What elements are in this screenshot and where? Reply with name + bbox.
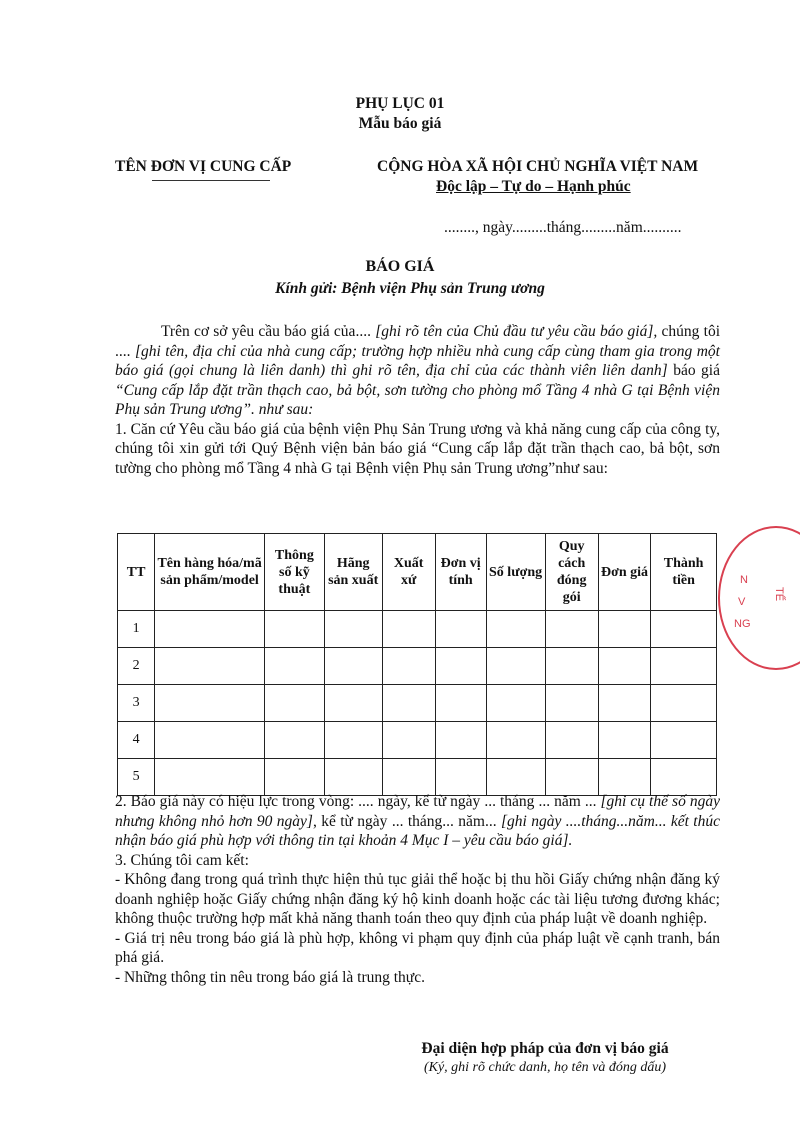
quote-table	[117, 533, 717, 796]
cell	[598, 722, 651, 759]
table-row	[118, 759, 717, 796]
row-number: 4	[118, 722, 155, 759]
intro-text: báo giá	[667, 362, 720, 379]
cell	[324, 648, 382, 685]
validity-text: , kể từ ngày ... tháng... năm...	[312, 812, 501, 830]
cell	[651, 648, 717, 685]
motto: Độc lập – Tự do – Hạnh phúc	[436, 178, 631, 195]
cell	[382, 611, 435, 648]
intro-note: [ghi tên, địa chỉ của nhà cung cấp; trường hợp nhiều nhà cung cấp cùng tham gia trong một báo giá (gọi chung là liên danh) thì ghi rõ tên, địa chỉ của các thành viên liên danh]	[115, 342, 720, 379]
cell	[382, 648, 435, 685]
table-row	[118, 685, 717, 722]
col-manufacturer: Hãng sản xuất	[324, 534, 382, 611]
cell	[155, 685, 265, 722]
col-amount: Thành tiền	[651, 534, 717, 611]
stamp-text: TẾ	[773, 586, 786, 602]
recipient: Kính gửi: Bệnh viện Phụ sản Trung ương	[275, 280, 545, 297]
cell	[598, 648, 651, 685]
cell	[598, 685, 651, 722]
cell	[265, 722, 325, 759]
table-row	[118, 722, 717, 759]
supplier-underline	[152, 180, 270, 181]
signature-note: (Ký, ghi rõ chức danh, họ tên và đóng dấu)	[423, 1060, 667, 1075]
stamp-text: V	[738, 596, 746, 608]
cell	[155, 759, 265, 796]
cell	[155, 648, 265, 685]
cell	[265, 648, 325, 685]
col-spec: Thông số kỹ thuật	[265, 534, 325, 611]
intro-note: [ghi rõ tên của Chủ đầu tư yêu cầu báo giá],	[375, 323, 658, 340]
table-row	[118, 648, 717, 685]
intro-paragraph	[115, 322, 720, 420]
cell	[435, 611, 486, 648]
col-quantity: Số lượng	[486, 534, 545, 611]
cell	[265, 611, 325, 648]
cell	[382, 722, 435, 759]
cell	[651, 685, 717, 722]
form-title: Mẫu báo giá	[358, 115, 442, 132]
commit-item: - Không đang trong quá trình thực hiện thủ tục giải thể hoặc bị thu hồi Giấy chứng nhận đăng ký doanh nghiệp hoặc Giấy chứng nhận đăng ký hộ kinh doanh hoặc các tài liệu tương đương khác; không thuộc trường hợp mất khả năng thanh toán theo quy định của pháp luật về doanh nghiệp.	[115, 871, 720, 927]
supplier-name: TÊN ĐƠN VỊ CUNG CẤP	[115, 158, 292, 175]
cell	[435, 648, 486, 685]
table-row	[118, 611, 717, 648]
cell	[265, 685, 325, 722]
cell	[598, 611, 651, 648]
cell	[486, 611, 545, 648]
basis-paragraph: 1. Căn cứ Yêu cầu báo giá của bệnh viện Phụ Sản Trung ương và khả năng cung cấp của công ty, chúng tôi xin gửi tới Quý Bệnh viện bản báo giá “Cung cấp lắp đặt trần thạch cao, bả bột, sơn tường cho phòng mổ Tầng 4 nhà G tại Bệnh viện Phụ sản Trung ương”như sau:	[115, 420, 720, 477]
col-product: Tên hàng hóa/mã sản phẩm/model	[155, 534, 265, 611]
cell	[435, 685, 486, 722]
commit-heading: 3. Chúng tôi cam kết:	[115, 851, 249, 869]
cell	[486, 685, 545, 722]
col-unit-price: Đơn giá	[598, 534, 651, 611]
cell	[545, 759, 598, 796]
row-number: 2	[118, 648, 155, 685]
intro-note: “Cung cấp lắp đặt trần thạch cao, bả bột, sơn tường cho phòng mổ Tầng 4 nhà G tại Bệnh viện Phụ sản Trung ương”. như sau:	[115, 381, 720, 418]
intro-text: chúng tôi ....	[115, 323, 720, 360]
cell	[545, 722, 598, 759]
cell	[324, 685, 382, 722]
cell	[486, 648, 545, 685]
cell	[486, 759, 545, 796]
cell	[545, 685, 598, 722]
cell	[155, 611, 265, 648]
cell	[545, 611, 598, 648]
commit-item: - Những thông tin nêu trong báo giá là trung thực.	[115, 968, 425, 986]
cell	[155, 722, 265, 759]
cell	[486, 722, 545, 759]
validity-note: [ghi cụ thể số ngày nhưng không nhỏ hơn 90 ngày]	[115, 793, 720, 830]
intro-text: Trên cơ sở yêu cầu báo giá của....	[161, 323, 376, 340]
commit-item: - Giá trị nêu trong báo giá là phù hợp, không vi phạm quy định của pháp luật về cạnh tranh, bán phá giá.	[115, 929, 720, 966]
row-number: 3	[118, 685, 155, 722]
signature-title: Đại diện hợp pháp của đơn vị báo giá	[421, 1040, 669, 1057]
table-header-row	[118, 534, 717, 611]
cell	[651, 722, 717, 759]
row-number: 1	[118, 611, 155, 648]
country-name: CỘNG HÒA XÃ HỘI CHỦ NGHĨA VIỆT NAM	[377, 158, 699, 175]
stamp-text: N	[740, 574, 748, 586]
col-origin: Xuất xứ	[382, 534, 435, 611]
col-tt: TT	[118, 534, 155, 611]
date-line: ........, ngày.........tháng.........năm..........	[444, 219, 682, 236]
validity-note: [ghi ngày ....tháng...năm... kết thúc nhận báo giá phù hợp với thông tin tại khoản 4 Mục I – yêu cầu báo giá].	[115, 812, 720, 849]
col-packing: Quy cách đóng gói	[545, 534, 598, 611]
cell	[265, 759, 325, 796]
stamp-text: NG	[734, 618, 751, 630]
cell	[324, 759, 382, 796]
red-stamp	[718, 526, 800, 670]
terms-block	[115, 792, 720, 987]
cell	[324, 722, 382, 759]
quote-title: BÁO GIÁ	[365, 258, 435, 275]
cell	[382, 685, 435, 722]
validity-text: 2. Báo giá này có hiệu lực trong vòng: .... ngày, kể từ ngày ... tháng ... năm ...	[115, 793, 601, 810]
col-unit: Đơn vị tính	[435, 534, 486, 611]
validity-paragraph	[115, 792, 720, 851]
cell	[651, 759, 717, 796]
cell	[651, 611, 717, 648]
cell	[545, 648, 598, 685]
cell	[435, 722, 486, 759]
row-number: 5	[118, 759, 155, 796]
cell	[598, 759, 651, 796]
appendix-title: PHỤ LỤC 01	[355, 95, 445, 112]
intro-block	[115, 322, 720, 478]
cell	[382, 759, 435, 796]
cell	[435, 759, 486, 796]
cell	[324, 611, 382, 648]
